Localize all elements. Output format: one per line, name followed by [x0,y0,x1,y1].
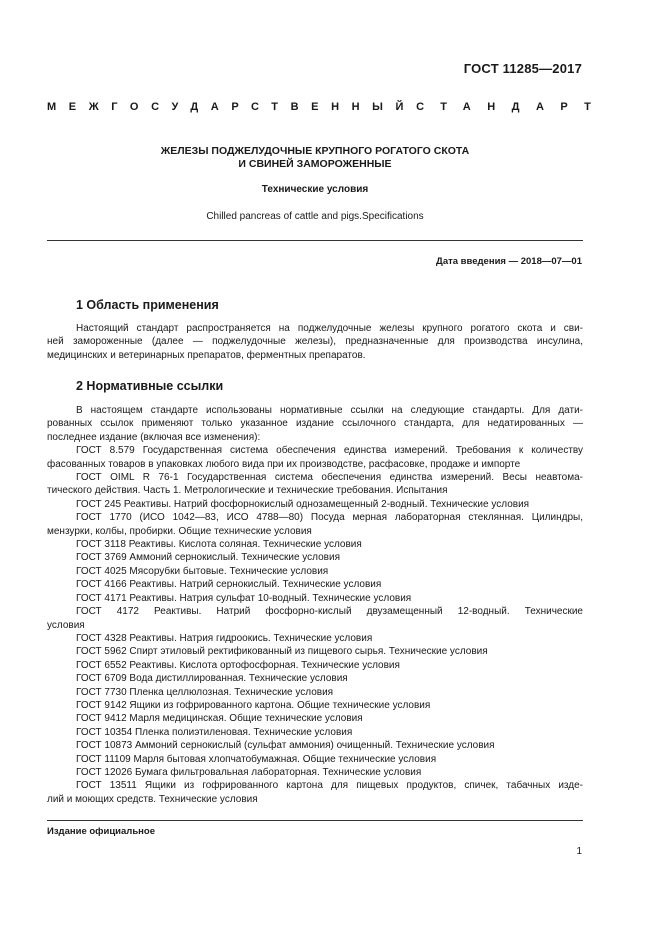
standard-code: ГОСТ 11285—2017 [463,61,582,76]
reference-line: ГОСТ 4166 Реактивы. Натрий сернокислый. Технические условия [76,579,382,591]
reference-line: ГОСТ 4025 Мясорубки бытовые. Технические условия [76,565,329,577]
reference-line: ГОСТ 4328 Реактивы. Натрия гидроокись. Технические условия [76,632,373,644]
reference-line: ГОСТ 11109 Марля бытовая хлопчатобумажная. Общие технические условия [76,753,437,765]
reference-line: мензурки, колбы, пробирки. Общие технические условия [47,525,312,537]
text-line: Настоящий стандарт распространяется на поджелудочные железы крупного рогатого скота и сви- [76,323,583,334]
banner-word-interstate: МЕЖГОСУДАРСТВЕННЫЙ [47,101,417,113]
reference-line: ГОСТ 13511 Ящики из гофрированного картона для пищевых продуктов, спичек, табачных изде- [76,780,583,792]
section-2-text [47,404,583,806]
reference-line: ГОСТ 8.579 Государственная система обеспечения единства измерений. Требования к количеству [76,445,583,457]
text-line: В настоящем стандарте использованы нормативные ссылки на следующие стандарты. Для дати- [76,405,583,416]
page-number: 1 [576,846,582,857]
reference-line: ГОСТ 7730 Пленка целлюлозная. Технические условия [76,686,334,698]
english-title: Chilled pancreas of cattle and pigs.Specifications [206,211,424,222]
section-1-text [47,322,583,362]
reference-line: ГОСТ 10873 Аммоний сернокислый (сульфат аммония) очищенный. Технические условия [76,740,495,752]
title-line-1: ЖЕЛЕЗЫ ПОДЖЕЛУДОЧНЫЕ КРУПНОГО РОГАТОГО СКОТА [160,145,470,157]
reference-line: ГОСТ 1770 (ИСО 1042—83, ИСО 4788—80) Посуда мерная лабораторная стеклянная. Цилиндры, [76,512,583,524]
header-divider [47,240,583,241]
reference-line: ГОСТ 9142 Ящики из гофрированного картона. Общие технические условия [76,699,431,711]
reference-line: ГОСТ 6709 Вода дистиллированная. Технические условия [76,673,348,685]
text-line: медицинских и ветеринарных препаратов, ферментных препаратов. [47,349,366,361]
introduction-date: Дата введения — 2018—07—01 [436,256,582,267]
section-2-heading: 2 Нормативные ссылки [76,379,224,393]
text-line: последнее издание (включая все изменения): [47,431,261,443]
reference-line: ГОСТ 12026 Бумага фильтровальная лабораторная. Технические условия [76,766,422,778]
reference-line: ГОСТ 9412 Марля медицинская. Общие технические условия [76,713,363,725]
document-title [47,145,583,171]
reference-line: ГОСТ 6552 Реактивы. Кислота ортофосфорная. Технические условия [76,659,400,671]
reference-line: ГОСТ 4171 Реактивы. Натрия сульфат 10-водный. Технические условия [76,592,412,604]
reference-line: ГОСТ 4172 Реактивы. Натрий фосфорно-кислый двузамещенный 12-водный. Технические [76,606,583,618]
reference-line: фасованных товаров в упаковках любого вида при их производстве, расфасовке, продаже и импорте [47,458,521,470]
reference-line: тического действия. Часть 1. Метрологические и технические требования. Испытания [47,485,448,497]
reference-line: ГОСТ 10354 Пленка полиэтиленовая. Технические условия [76,726,353,738]
text-line: рованных ссылок применяют только указанное издание ссылочного стандарта, для недатированных — [47,418,583,430]
reference-line: ГОСТ 3118 Реактивы. Кислота соляная. Технические условия [76,539,362,551]
reference-line: условия [47,619,85,631]
reference-line: лий и моющих средств. Технические условия [47,793,258,805]
text-line: ней замороженные (далее — поджелудочные железы), предназначенные для производства инсулина, [47,336,583,348]
reference-line: ГОСТ 5962 Спирт этиловый ректификованный из пищевого сырья. Технические условия [76,646,488,658]
reference-line: ГОСТ 245 Реактивы. Натрий фосфорнокислый однозамещенный 2-водный. Технические условия [76,498,530,510]
reference-line: ГОСТ OIML R 76-1 Государственная система обеспечения единства измерений. Весы неавтома- [76,472,583,484]
reference-line: ГОСТ 3769 Аммоний сернокислый. Технические условия [76,552,340,564]
section-1-heading: 1 Область применения [76,298,219,312]
document-subtitle: Технические условия [261,184,369,195]
title-line-2: И СВИНЕЙ ЗАМОРОЖЕННЫЕ [238,158,392,170]
banner-word-standard: СТАНДАРТ [416,101,608,113]
official-edition-note: Издание официальное [47,826,155,837]
interstate-standard-banner [47,101,608,113]
footer-divider [47,820,583,821]
